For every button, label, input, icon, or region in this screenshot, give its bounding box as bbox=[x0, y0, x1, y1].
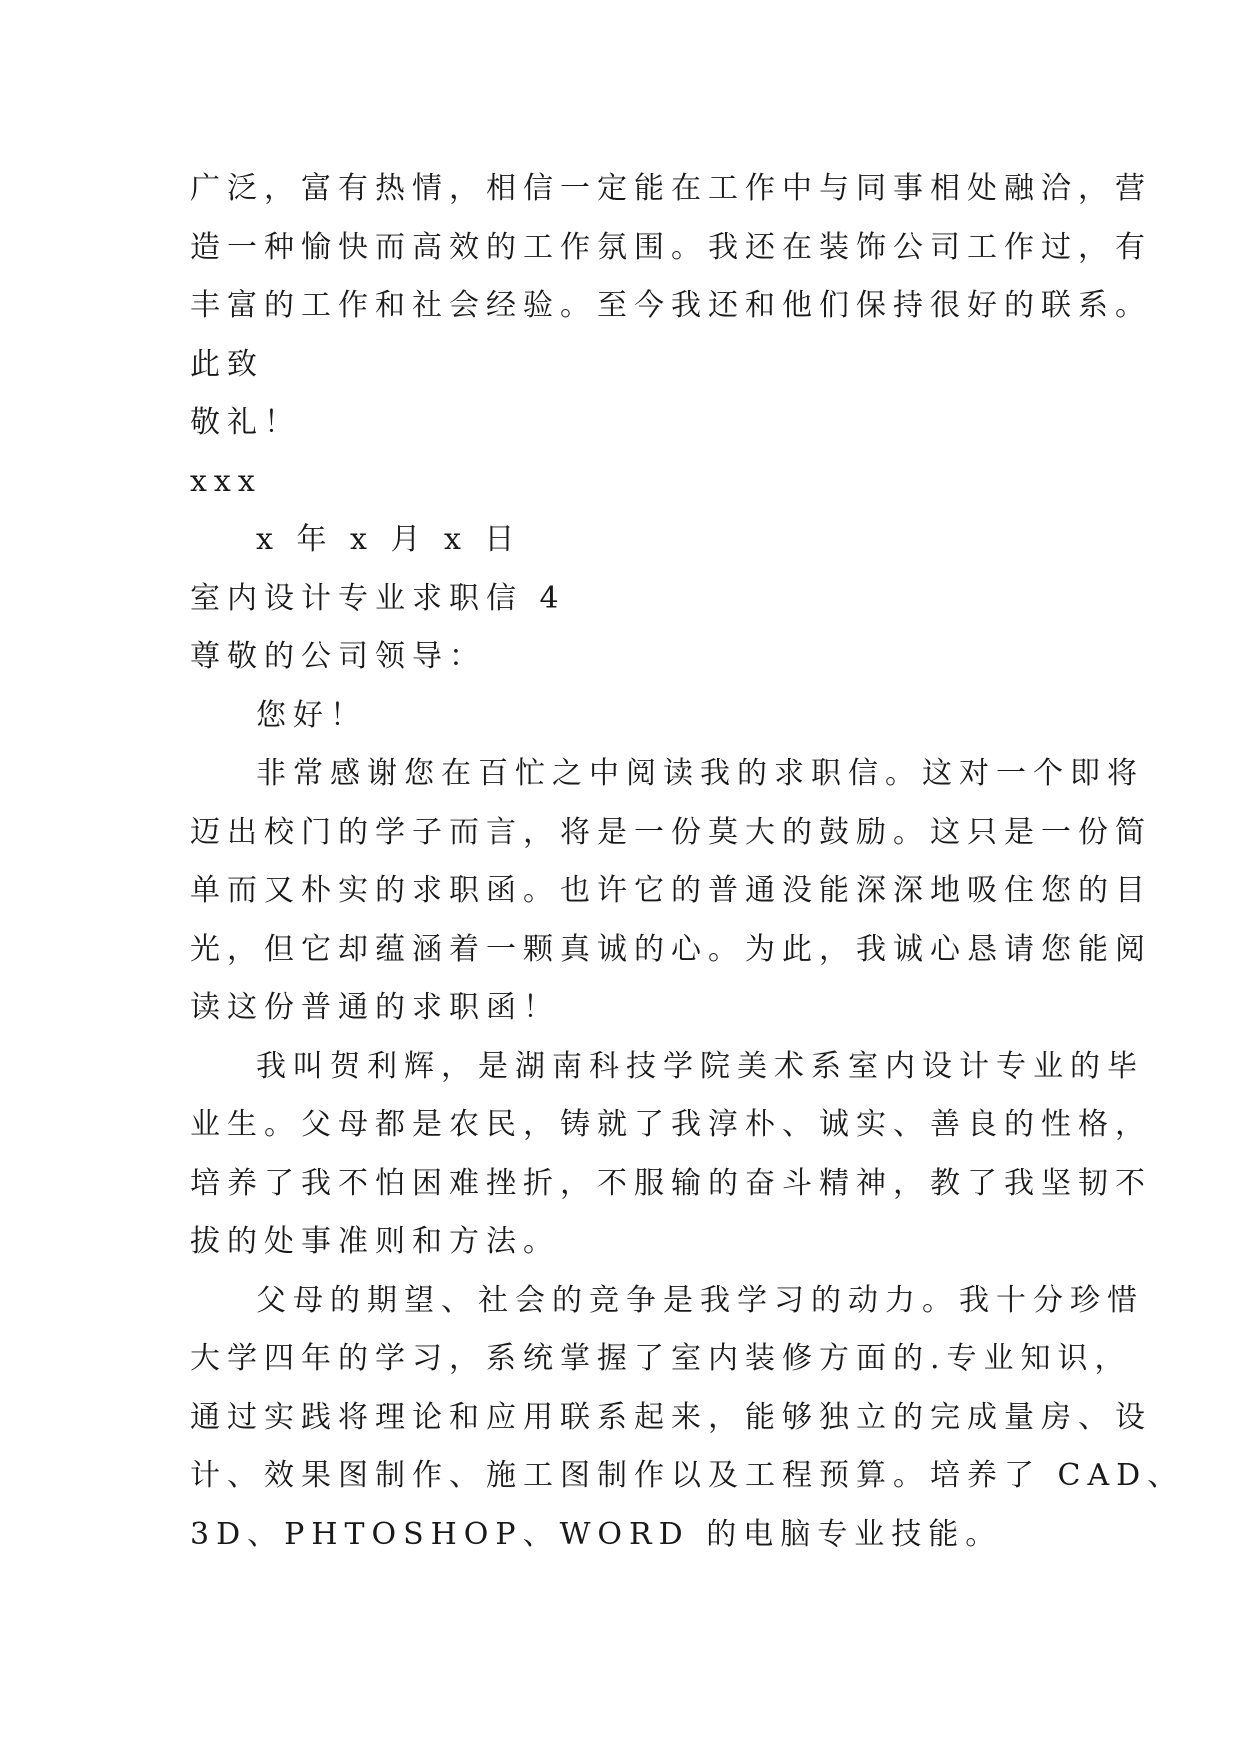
text-line: 父母的期望、社会的竞争是我学习的动力。我十分珍惜 bbox=[256, 1282, 1144, 1318]
text-line: 室内设计专业求职信 4 bbox=[190, 580, 566, 616]
document-body bbox=[190, 160, 1185, 1564]
text-line: 尊敬的公司领导： bbox=[190, 639, 486, 674]
text-line: 单而又朴实的求职函。也许它的普通没能深深地吸住您的目 bbox=[190, 873, 1152, 908]
text-line: 培养了我不怕困难挫折，不服输的奋斗精神，教了我坚韧不 bbox=[190, 1165, 1152, 1201]
text-line: 丰富的工作和社会经验。至今我还和他们保持很好的联系。 bbox=[190, 288, 1152, 323]
text-line: 敬礼！ bbox=[190, 405, 301, 440]
text-line: x 年 x 月 x 日 bbox=[256, 522, 522, 557]
text-line: 非常感谢您在百忙之中阅读我的求职信。这对一个即将 bbox=[256, 756, 1144, 791]
text-line: 迈出校门的学子而言，将是一份莫大的鼓励。这只是一份简 bbox=[190, 814, 1152, 850]
text-line: 光，但它却蕴涵着一颗真诚的心。为此，我诚心恳请您能阅 bbox=[190, 931, 1152, 967]
text-line: 3D、PHTOSHOP、WORD 的电脑专业技能。 bbox=[190, 1516, 1003, 1552]
text-line: 造一种愉快而高效的工作氛围。我还在装饰公司工作过，有 bbox=[190, 229, 1152, 265]
text-line: 广泛，富有热情，相信一定能在工作中与同事相处融洽，营 bbox=[190, 171, 1152, 206]
text-line: 业生。父母都是农民，铸就了我淳朴、诚实、善良的性格， bbox=[190, 1107, 1152, 1142]
text-line: 我叫贺利辉，是湖南科技学院美术系室内设计专业的毕 bbox=[256, 1048, 1144, 1084]
text-line: 拔的处事准则和方法。 bbox=[190, 1224, 560, 1259]
text-line: 大学四年的学习，系统掌握了室内装修方面的.专业知识， bbox=[190, 1341, 1132, 1376]
text-line: 此致 bbox=[190, 346, 264, 382]
text-line: 通过实践将理论和应用联系起来，能够独立的完成量房、设 bbox=[190, 1399, 1152, 1435]
text-line: 读这份普通的求职函！ bbox=[190, 990, 560, 1025]
text-line: 您好！ bbox=[256, 697, 367, 733]
text-line: 计、效果图制作、施工图制作以及工程预算。培养了 CAD、 bbox=[190, 1458, 1185, 1493]
text-line: xxx bbox=[190, 463, 262, 499]
